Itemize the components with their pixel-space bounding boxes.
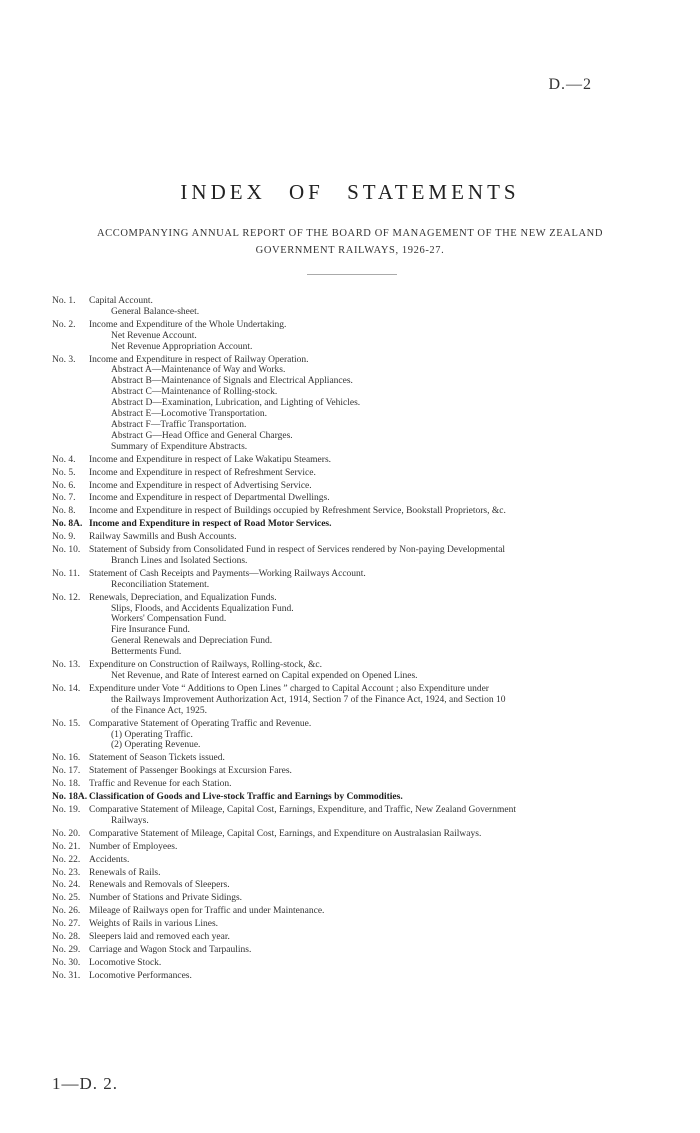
index-entry [52,532,657,543]
entry-number: No. 12. [52,592,81,603]
entry-number: No. 14. [52,683,81,694]
entry-subitem: Net Revenue, and Rate of Interest earned on Capital expended on Opened Lines. [111,671,418,681]
entry-number: No. 3. [52,354,76,365]
entry-number: No. 25. [52,893,81,904]
entry-subitem: (1) Operating Traffic. [111,729,193,740]
entry-number: No. 18A. [52,792,88,803]
entry-title: Comparative Statement of Operating Traffic and Revenue. [89,718,312,729]
entry-subitem: Betterments Fund. [111,647,182,658]
entry-number: No. 1. [52,296,76,306]
index-entry [52,569,657,591]
page-code-footer: 1—D. 2. [52,1074,119,1093]
entry-title: Income and Expenditure of the Whole Undertaking. [89,319,287,330]
index-entry [52,296,657,318]
index-entry [52,779,657,790]
entry-subitem: (2) Operating Revenue. [111,740,201,751]
entry-number: No. 30. [52,957,81,968]
index-entry [52,945,657,956]
index-entry [52,455,657,466]
index-entry [52,684,657,717]
index-entry [52,919,657,930]
entry-number: No. 10. [52,545,81,556]
entry-title: Income and Expenditure in respect of Lake Wakatipu Steamers. [89,454,332,465]
entry-title: Number of Employees. [89,841,178,852]
entry-number: No. 27. [52,919,81,930]
index-entry [52,593,657,658]
entry-number: No. 9. [52,532,76,543]
entry-number: No. 7. [52,493,76,504]
entry-title: Statement of Cash Receipts and Payments—Working Railways Account. [89,568,366,579]
entry-number: No. 16. [52,753,81,764]
page-code-header: D.—2 [548,76,592,93]
index-entry [52,320,657,353]
entry-number: No. 23. [52,867,81,878]
index-entry [52,493,657,504]
entry-subitem: Abstract C—Maintenance of Rolling-stock. [111,387,278,398]
entry-subitem: of the Finance Act, 1925. [111,705,208,716]
entry-subitem: Railways. [111,815,149,826]
entry-title: Renewals and Removals of Sleepers. [89,880,230,891]
page-subtitle: ACCOMPANYING ANNUAL REPORT OF THE BOARD OF MANAGEMENT OF THE NEW ZEALAND GOVERNMENT RAILWAYS, 1926-27. [96,228,604,256]
entry-title: Renewals, Depreciation, and Equalization Funds. [89,592,277,603]
index-entry [52,545,657,567]
statement-index-list [52,296,657,984]
entry-title: Classification of Goods and Live-stock Traffic and Earnings by Commodities. [89,792,403,803]
index-entry [52,519,657,530]
entry-number: No. 29. [52,944,81,955]
index-entry [52,792,657,803]
entry-number: No. 19. [52,804,81,815]
entry-title: Expenditure on Construction of Railways, Rolling-stock, &c. [89,660,322,671]
index-entry [52,719,657,752]
entry-title: Weights of Rails in various Lines. [89,919,219,930]
title-divider [307,274,397,275]
index-entry [52,355,657,453]
entry-title: Locomotive Performances. [89,970,192,981]
index-entry [52,868,657,879]
entry-subitem: Slips, Floods, and Accidents Equalization Fund. [111,603,294,614]
entry-subitem: Net Revenue Appropriation Account. [111,341,253,352]
index-entry [52,481,657,492]
entry-number: No. 20. [52,828,81,839]
entry-title: Traffic and Revenue for each Station. [89,779,232,790]
entry-title: Renewals of Rails. [89,867,161,878]
entry-subitem: General Renewals and Depreciation Fund. [111,636,273,647]
entry-number: No. 15. [52,718,81,729]
index-entry [52,855,657,866]
entry-title: Sleepers laid and removed each year. [89,932,230,943]
entry-subitem: Fire Insurance Fund. [111,625,190,636]
entry-title: Comparative Statement of Mileage, Capital Cost, Earnings, and Expenditure on Australasian Railways. [89,828,482,839]
entry-subitem: the Railways Improvement Authorization Act, 1914, Section 7 of the Finance Act, 1924, and Section 10 [111,694,506,705]
entry-number: No. 24. [52,880,81,891]
entry-title: Income and Expenditure in respect of Advertising Service. [89,480,312,491]
index-entry [52,958,657,969]
entry-number: No. 18. [52,779,81,790]
entry-title: Comparative Statement of Mileage, Capital Cost, Earnings, Expenditure, and Traffic, New Zealand Government [89,804,516,815]
entry-subitem: Reconciliation Statement. [111,579,210,590]
entry-subitem: General Balance-sheet. [111,306,200,317]
entry-number: No. 17. [52,766,81,777]
entry-number: No. 8. [52,506,76,517]
entry-title: Capital Account. [89,296,153,306]
entry-title: Income and Expenditure in respect of Departmental Dwellings. [89,493,330,504]
entry-title: Locomotive Stock. [89,957,162,968]
entry-subitem: Branch Lines and Isolated Sections. [111,555,248,566]
index-entry [52,805,657,827]
index-entry [52,932,657,943]
entry-number: No. 21. [52,841,81,852]
entry-subitem: Abstract F—Traffic Transportation. [111,419,247,430]
entry-number: No. 6. [52,480,76,491]
entry-title: Mileage of Railways open for Traffic and under Maintenance. [89,906,325,917]
entry-title: Income and Expenditure in respect of Railway Operation. [89,354,309,365]
entry-number: No. 13. [52,660,81,671]
entry-title: Expenditure under Vote “ Additions to Open Lines ” charged to Capital Account ; also Expenditure under [89,683,489,694]
entry-number: No. 8A. [52,519,83,530]
entry-number: No. 2. [52,319,76,330]
entry-subitem: Abstract A—Maintenance of Way and Works. [111,365,286,376]
entry-title: Accidents. [89,854,130,865]
entry-title: Income and Expenditure in respect of Refreshment Service. [89,467,316,478]
entry-title: Carriage and Wagon Stock and Tarpaulins. [89,944,252,955]
entry-number: No. 5. [52,467,76,478]
entry-subitem: Summary of Expenditure Abstracts. [111,441,248,452]
entry-subitem: Abstract E—Locomotive Transportation. [111,409,267,420]
entry-title: Statement of Season Tickets issued. [89,753,225,764]
index-entry [52,842,657,853]
entry-title: Income and Expenditure in respect of Road Motor Services. [89,519,332,530]
entry-subitem: Abstract B—Maintenance of Signals and Electrical Appliances. [111,376,353,387]
entry-number: No. 22. [52,854,81,865]
entry-title: Income and Expenditure in respect of Buildings occupied by Refreshment Service, Bookstall Proprietors, &c. [89,506,506,517]
entry-number: No. 4. [52,454,76,465]
entry-subitem: Workers' Compensation Fund. [111,614,227,625]
entry-subitem: Net Revenue Account. [111,330,197,341]
index-entry [52,660,657,682]
entry-subitem: Abstract G—Head Office and General Charges. [111,430,293,441]
entry-number: No. 28. [52,932,81,943]
index-entry [52,468,657,479]
index-entry [52,893,657,904]
entry-subitem: Abstract D—Examination, Lubrication, and Lighting of Vehicles. [111,398,361,409]
entry-title: Number of Stations and Private Sidings. [89,893,243,904]
index-entry [52,753,657,764]
entry-number: No. 11. [52,568,80,579]
entry-title: Statement of Subsidy from Consolidated Fund in respect of Services rendered by Non-paying Developmental [89,545,506,556]
index-entry [52,766,657,777]
index-entry [52,506,657,517]
entry-number: No. 31. [52,970,81,981]
page-title: INDEX OF STATEMENTS [180,180,520,204]
index-entry [52,829,657,840]
index-entry [52,971,657,982]
entry-title: Statement of Passenger Bookings at Excursion Fares. [89,766,292,777]
index-entry [52,880,657,891]
entry-number: No. 26. [52,906,81,917]
index-entry [52,906,657,917]
entry-title: Railway Sawmills and Bush Accounts. [89,532,237,543]
